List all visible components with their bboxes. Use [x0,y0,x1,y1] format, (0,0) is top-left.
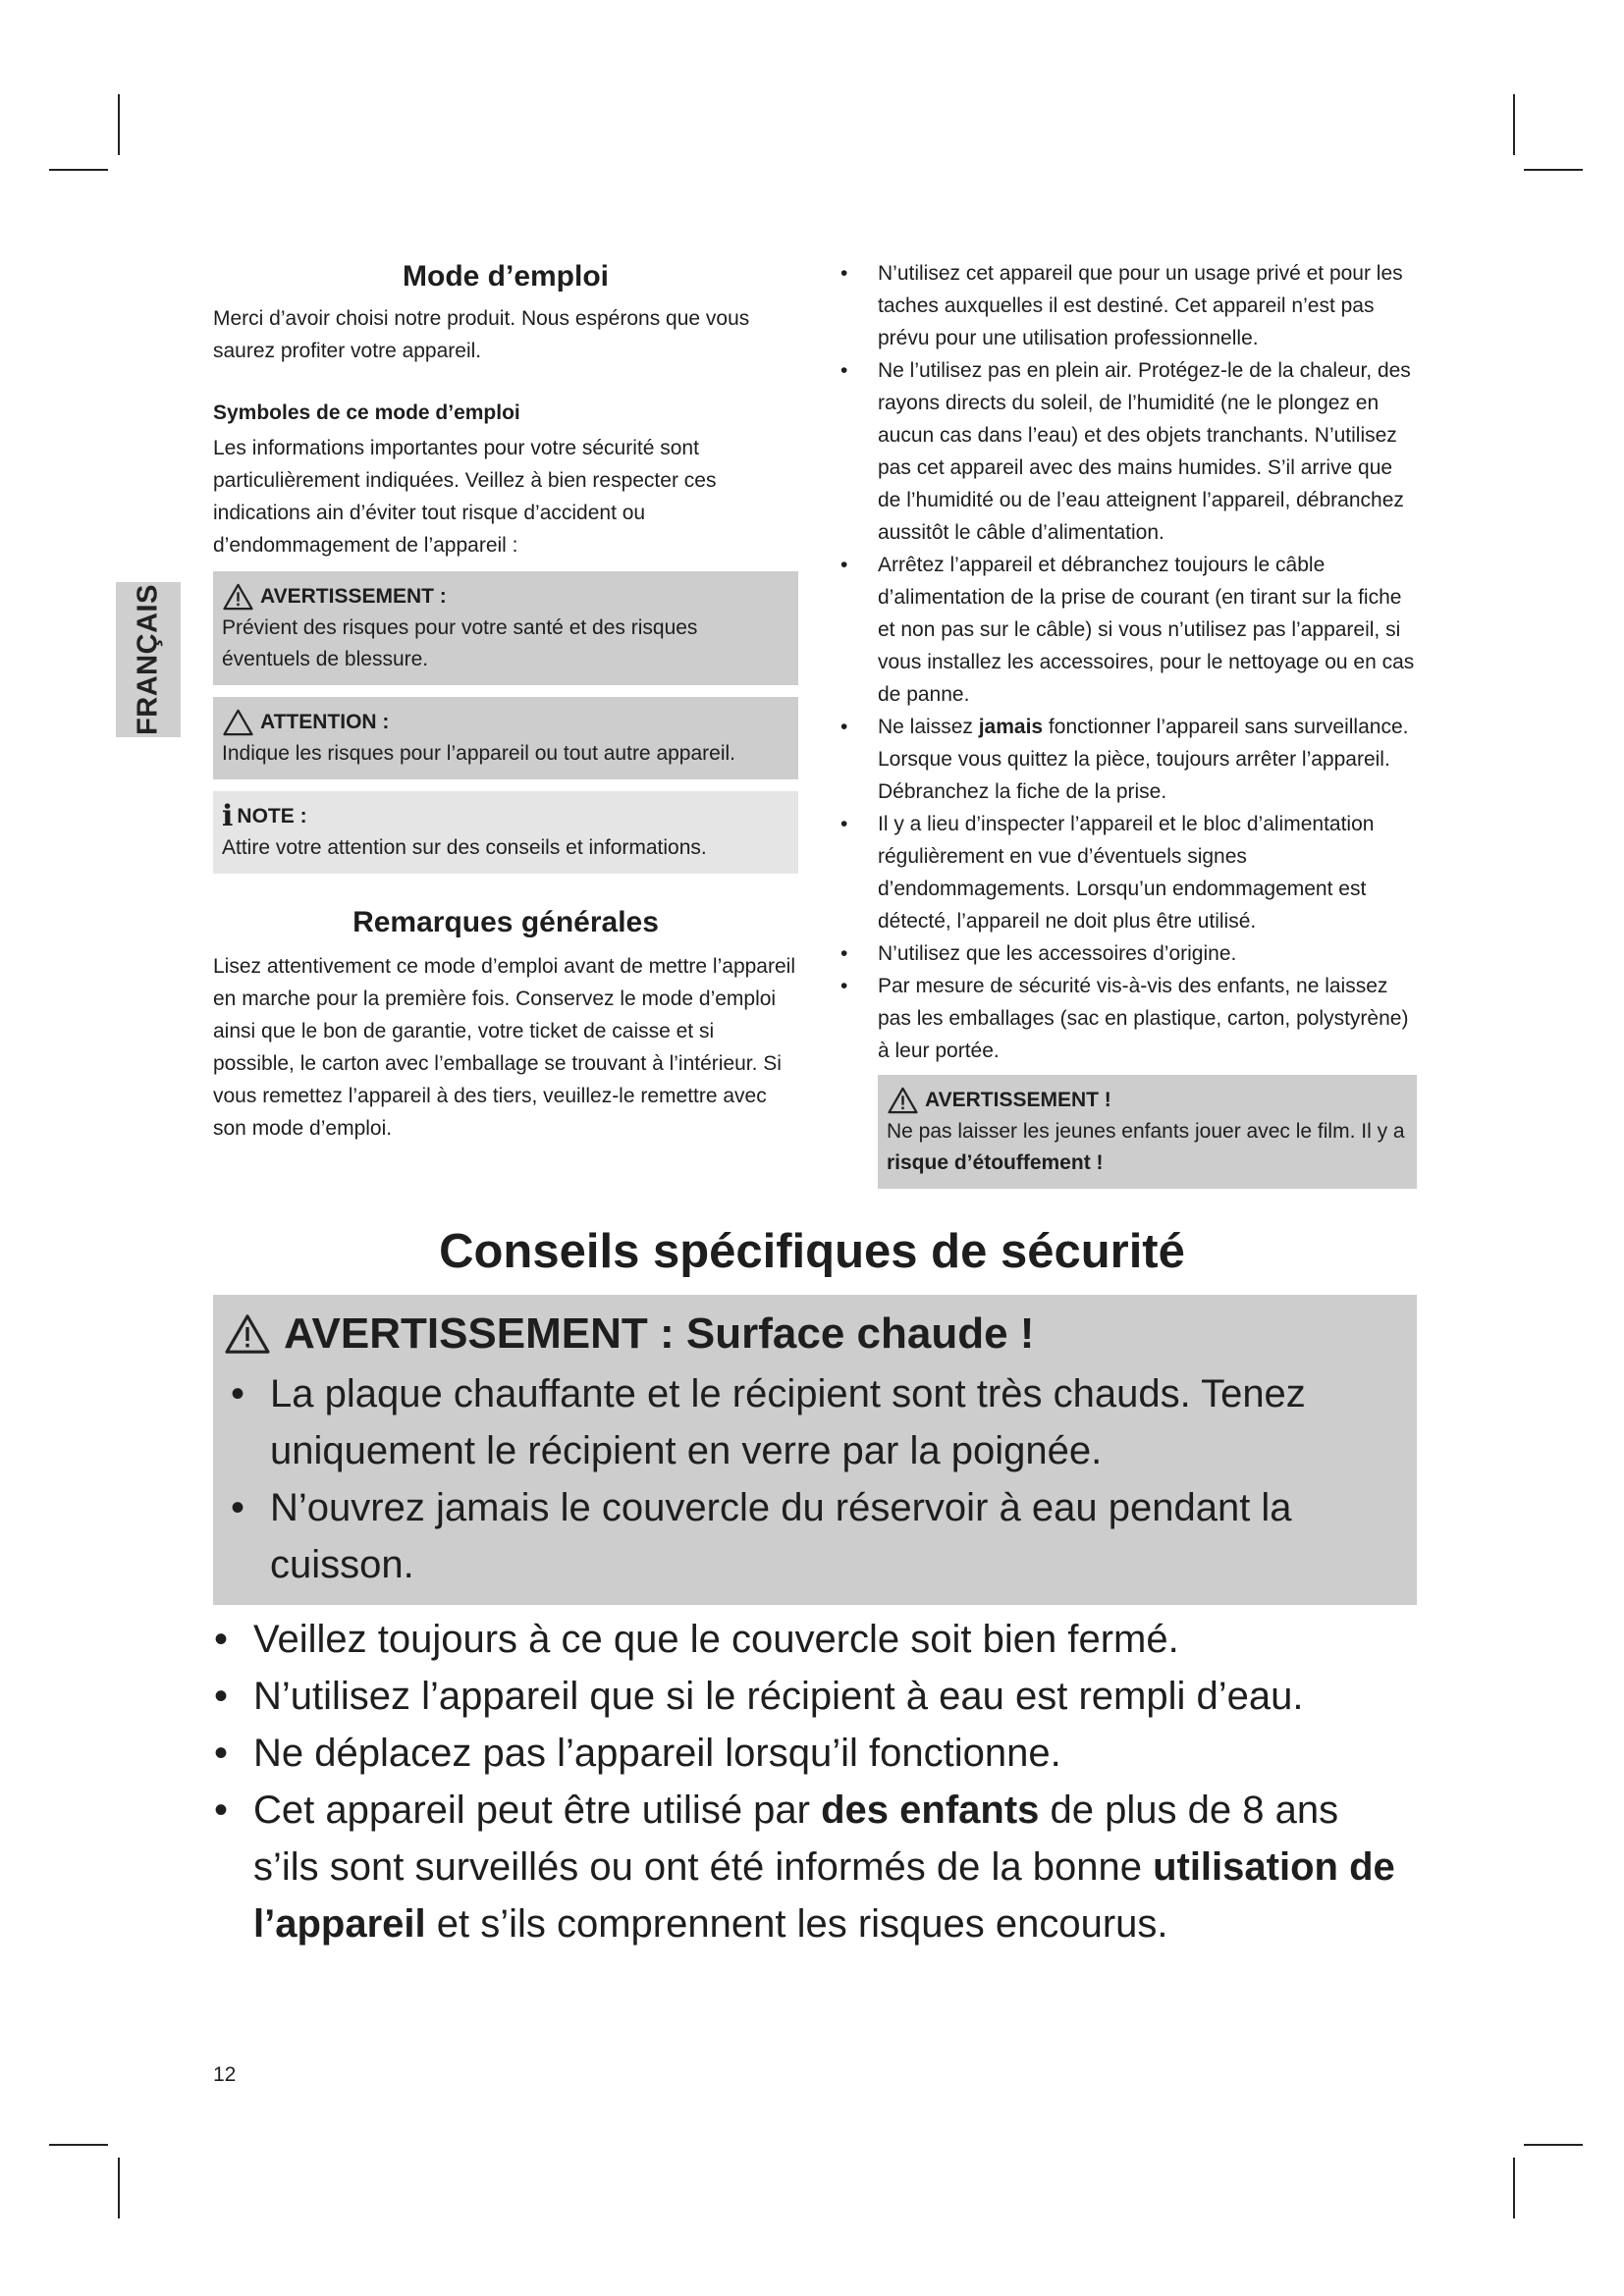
crop-mark [49,169,108,171]
caution-triangle-icon [222,709,254,736]
info-icon: ℹ [222,800,234,832]
child-warning-label: AVERTISSEMENT ! [925,1089,1111,1111]
child-warning-text: Ne pas laisser les jeunes enfants jouer avec le film. Il y a risque d’étouffement ! [887,1120,1405,1174]
warning-triangle-icon [223,1313,272,1355]
symboles-text: Les informations importantes pour votre sécurité sont particulièrement indiquées. Veillez à bien respecter ces indications ain d’éviter tout risque d’accident ou d’endommagement de l’appareil : [213,437,717,557]
attention-symbol-title [222,707,790,738]
list-item: • Cet appareil peut être utilisé par des enfants de plus de 8 ans s’ils sont surveillés ou ont été informés de la bonne utilisation de l’appareil et s’ils comprennent les risques encourus. [214,1789,1395,1946]
warning-triangle-icon [887,1087,919,1114]
general-bullet-list [833,257,1417,1067]
language-tab [116,582,181,737]
page-number: 12 [213,2063,237,2086]
note-symbol-text: Attire votre attention sur des conseils et informations. [222,836,707,859]
language-tab-label: FRANÇAIS [132,584,164,735]
crop-mark [49,2144,108,2146]
hot-surface-label: AVERTISSEMENT : Surface chaude ! [284,1309,1035,1358]
crop-mark [1513,94,1515,155]
symboles-heading: Symboles de ce mode d’emploi [213,401,520,424]
crop-mark [118,94,120,155]
warning-symbol-label: AVERTISSEMENT : [260,585,447,608]
list-item: • Il y a lieu d’inspecter l’appareil et le bloc d’alimentation régulièrement en vue d’éventuels signes d’endommagements. Lorsqu’un endommagement est détecté, l’appareil ne doit plus être utilisé. [840,813,1375,933]
remarques-heading: Remarques générales [352,906,659,938]
list-item: • Ne laissez jamais fonctionner l’appareil sans surveillance. Lorsque vous quittez la pièce, toujours arrêter l’appareil. Débranchez la fiche de la prise. [840,716,1409,803]
attention-symbol-box [213,697,798,779]
right-column [833,257,1417,1189]
safety-heading: Conseils spécifiques de sécurité [439,1225,1185,1278]
list-item: • N’ouvrez jamais le couvercle du réservoir à eau pendant la cuisson. [231,1486,1292,1586]
list-item: • N’utilisez l’appareil que si le récipient à eau est rempli d’eau. [214,1675,1304,1718]
list-item: • N’utilisez cet appareil que pour un usage privé et pour les taches auxquelles il est destiné. Cet appareil n’est pas prévu pour une utilisation professionnelle. [840,262,1403,349]
list-item: • Par mesure de sécurité vis-à-vis des enfants, ne laissez pas les emballages (sac en plastique, carton, polystyrène) à leur portée. [840,975,1409,1062]
hot-surface-list [223,1365,1407,1593]
crop-mark [118,2158,120,2218]
child-warning-box [878,1075,1417,1189]
warning-symbol-title [222,581,790,613]
safety-list-container [206,1611,1414,1952]
list-item: • Ne déplacez pas l’appareil lorsqu’il fonctionne. [214,1732,1061,1775]
note-symbol-label: NOTE : [237,805,307,828]
crop-mark [1513,2158,1515,2218]
list-item: • N’utilisez que les accessoires d’origine. [840,942,1237,965]
warning-symbol-box [213,571,798,685]
note-symbol-box [213,791,798,874]
warning-triangle-icon [222,583,254,611]
list-item: • La plaque chauffante et le récipient sont très chauds. Tenez uniquement le récipient en verre par la poignée. [231,1372,1306,1472]
hot-surface-title [223,1305,1407,1363]
attention-symbol-label: ATTENTION : [260,711,390,733]
list-item: • Veillez toujours à ce que le couvercle soit bien fermé. [214,1618,1179,1661]
list-item: • Arrêtez l’appareil et débranchez toujours le câble d’alimentation de la prise de courant (en tirant sur la fiche et non pas sur le câble) si vous n’utilisez pas l’appareil, si vous installez les accessoires, pour le nettoyage ou en cas de panne. [840,554,1415,706]
crop-mark [1524,169,1583,171]
hot-surface-warning-box [213,1295,1417,1605]
left-column [213,257,798,1145]
child-warning-title [887,1085,1409,1116]
attention-symbol-text: Indique les risques pour l’appareil ou tout autre appareil. [222,742,736,765]
note-symbol-title [222,801,790,832]
safety-list [206,1611,1414,1952]
warning-symbol-text: Prévient des risques pour votre santé et des risques éventuels de blessure. [222,616,698,670]
mode-emploi-intro: Merci d’avoir choisi notre produit. Nous espérons que vous saurez profiter votre appareil. [213,307,750,362]
list-item: • Ne l’utilisez pas en plein air. Protégez-le de la chaleur, des rayons directs du soleil, de l’humidité (ne le plongez en aucun cas dans l’eau) et des objets tranchants. N’utilisez pas cet appareil avec des mains humides. S’il arrive que de l’humidité ou de l’eau atteignent l’appareil, débranchez aussitôt le câble d’alimentation. [840,359,1411,544]
mode-emploi-heading: Mode d’emploi [403,260,609,293]
crop-mark [1524,2144,1583,2146]
remarques-text: Lisez attentivement ce mode d’emploi avant de mettre l’appareil en marche pour la première fois. Conservez le mode d’emploi ainsi que le bon de garantie, votre ticket de caisse et si possible, le carton avec l’emballage se trouvant à l’intérieur. Si vous remettez l’appareil à des tiers, veuillez-le remettre avec son mode d’emploi. [213,955,795,1140]
